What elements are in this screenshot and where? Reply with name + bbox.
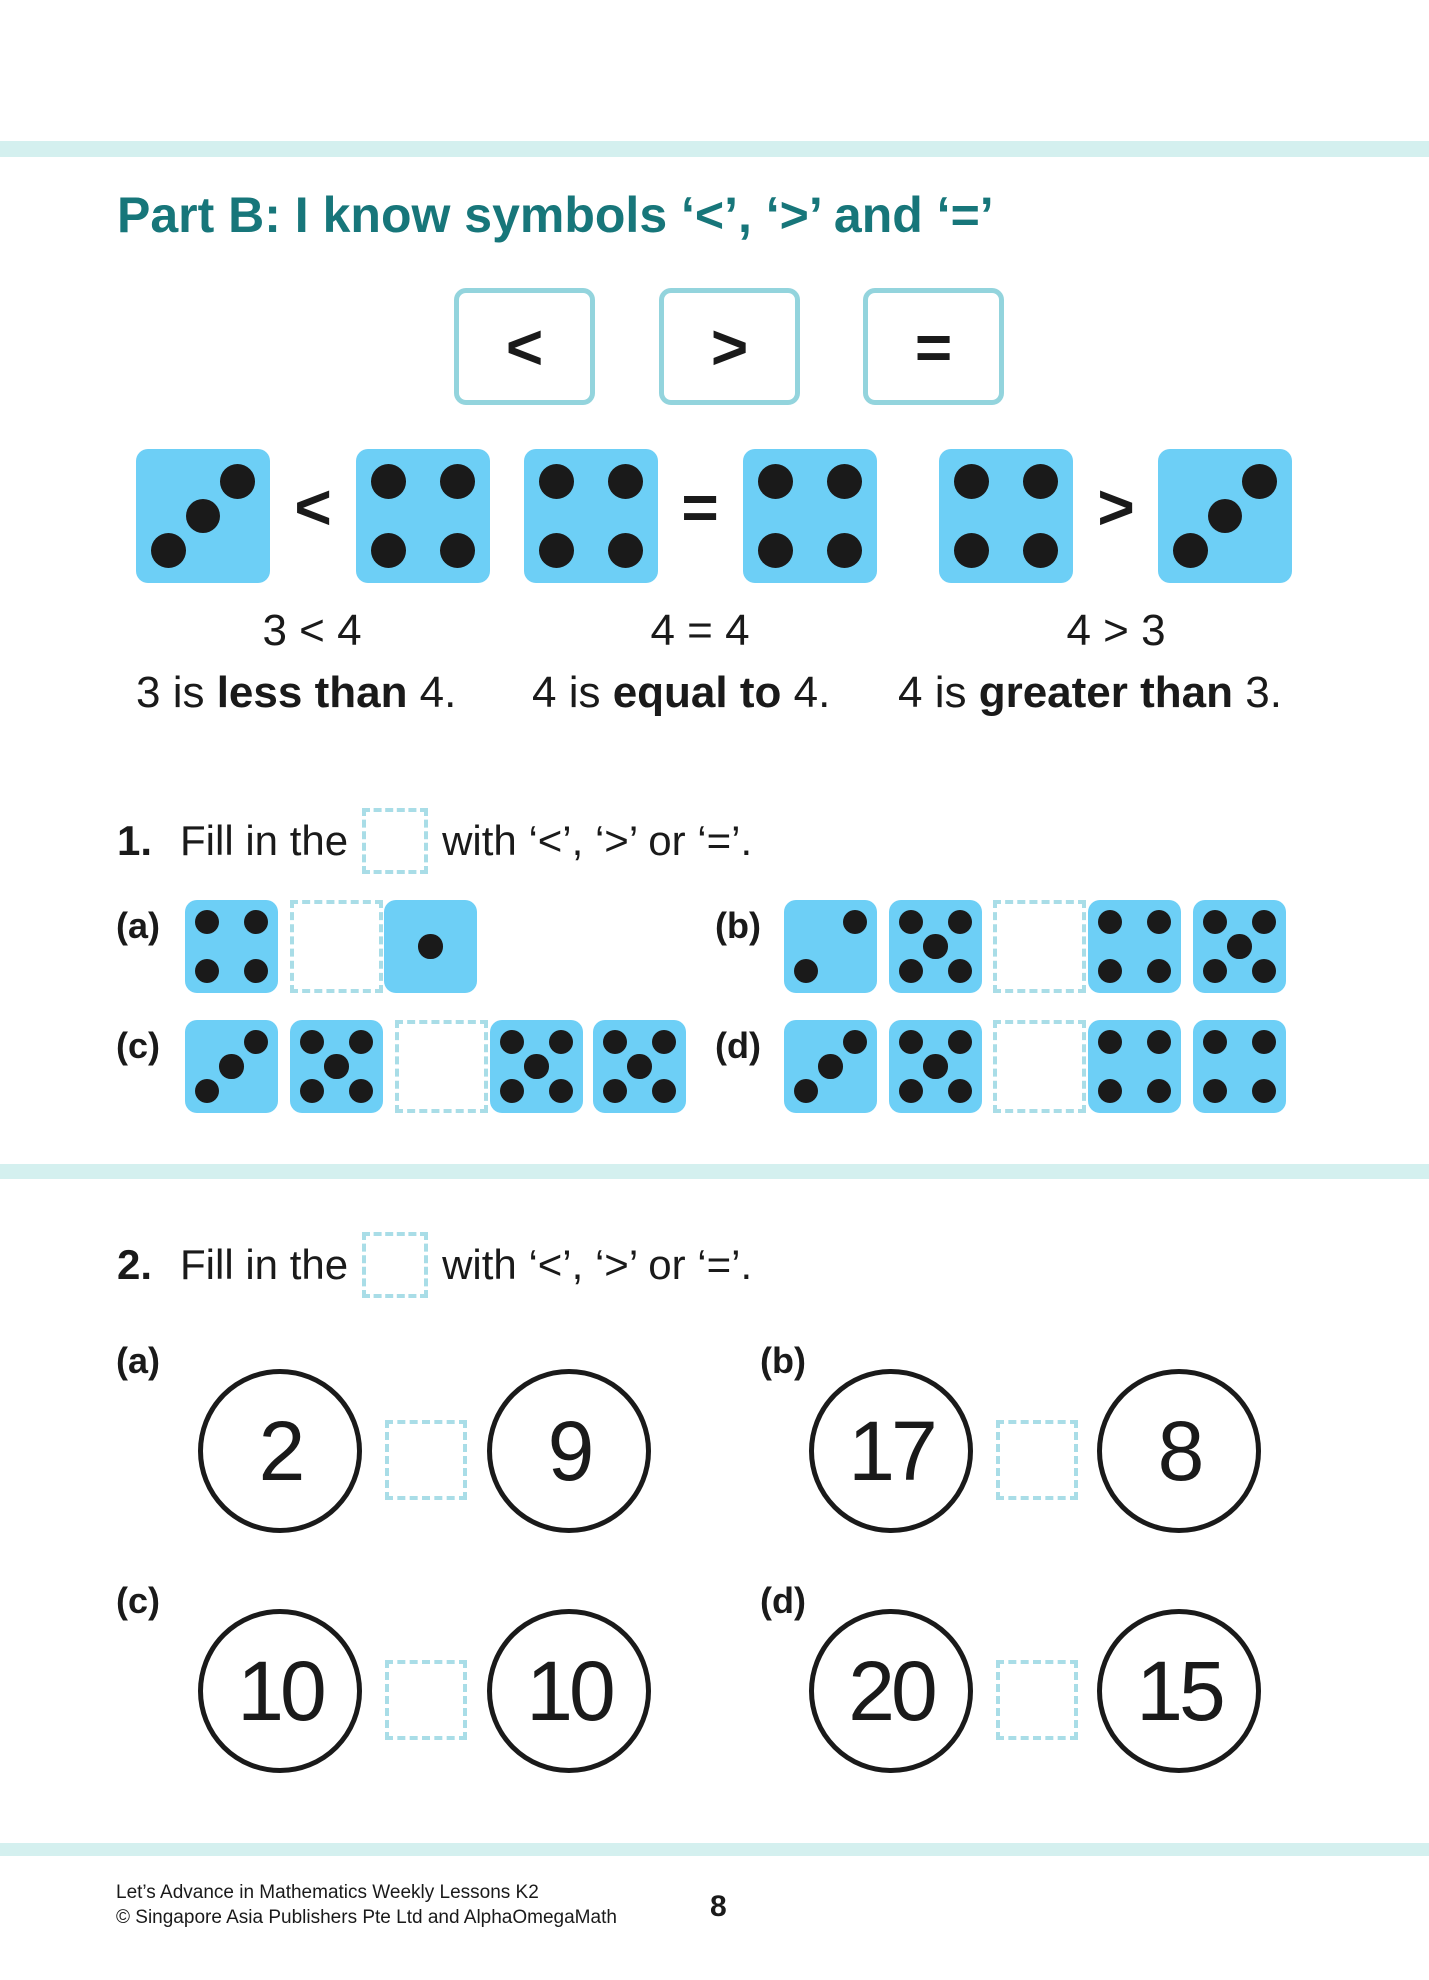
sentence-text: 4. [781, 668, 831, 717]
die-4 [1088, 1020, 1181, 1113]
die-pip [1242, 464, 1277, 499]
die-4 [939, 449, 1073, 583]
die-4 [185, 900, 278, 993]
sentence-text: 4. [407, 668, 457, 717]
die-pip [1252, 910, 1276, 934]
die-pip [219, 1054, 243, 1078]
die-4 [524, 449, 658, 583]
die-pip [1252, 959, 1276, 983]
die-pip [1252, 1079, 1276, 1103]
item-label: (c) [116, 1580, 160, 1621]
die-pip [954, 464, 989, 499]
answer-box[interactable] [395, 1020, 488, 1113]
die-pip [899, 959, 923, 983]
instruction-text: with ‘<’, ‘>’ or ‘=’. [442, 1241, 753, 1288]
instruction-text: Fill in the [180, 1241, 349, 1288]
die-pip [195, 959, 219, 983]
die-pip [603, 1079, 627, 1103]
die-pip [349, 1079, 373, 1103]
die-pip [1147, 1079, 1171, 1103]
die-pip [539, 464, 574, 499]
number-circle: 15 [1097, 1609, 1261, 1773]
answer-box[interactable] [996, 1660, 1078, 1740]
less-than-card: < [454, 288, 595, 405]
die-pip [1252, 1030, 1276, 1054]
sentence-text: 4 is [532, 668, 613, 717]
die-pip [758, 464, 793, 499]
die-pip [1098, 1030, 1122, 1054]
greater-than-card: > [659, 288, 800, 405]
question-number: 2. [117, 1241, 153, 1288]
number-circle: 20 [809, 1609, 973, 1773]
die-3 [185, 1020, 278, 1113]
die-pip [300, 1079, 324, 1103]
die-pip [1147, 910, 1171, 934]
die-pip [1147, 1030, 1171, 1054]
die-pip [1203, 910, 1227, 934]
die-pip [440, 533, 475, 568]
die-pip [244, 959, 268, 983]
die-pip [794, 959, 818, 983]
item-label: (d) [760, 1580, 806, 1621]
die-4 [1088, 900, 1181, 993]
page-number: 8 [710, 1890, 727, 1923]
die-pip [1173, 533, 1208, 568]
footer-copyright: © Singapore Asia Publishers Pte Ltd and AlphaOmegaMath [116, 1907, 617, 1928]
die-pip [652, 1079, 676, 1103]
sentence-bold: equal to [612, 668, 782, 717]
die-pip [923, 934, 947, 958]
sentence-text: 4 is [898, 668, 979, 717]
top-divider [0, 141, 1429, 157]
item-label: (b) [760, 1340, 806, 1381]
die-pip [843, 910, 867, 934]
die-3 [784, 1020, 877, 1113]
die-pip [1147, 959, 1171, 983]
comparison-symbol: > [1097, 471, 1135, 543]
die-2 [784, 900, 877, 993]
die-pip [794, 1079, 818, 1103]
die-pip [500, 1079, 524, 1103]
comparison-symbol: = [681, 471, 719, 543]
die-pip [524, 1054, 548, 1078]
footer-credits [116, 1880, 617, 1930]
die-pip [608, 464, 643, 499]
number-circle: 2 [198, 1369, 362, 1533]
item-label: (b) [715, 905, 761, 946]
die-pip [1227, 934, 1251, 958]
example-sentence [136, 668, 456, 718]
die-pip [948, 1079, 972, 1103]
sentence-text: 3 is [136, 668, 217, 717]
die-pip [827, 464, 862, 499]
instruction-text: Fill in the [180, 817, 349, 864]
answer-box[interactable] [385, 1660, 467, 1740]
number-circle: 17 [809, 1369, 973, 1533]
die-pip [652, 1030, 676, 1054]
die-pip [418, 934, 442, 958]
sentence-bold: less than [216, 668, 408, 717]
answer-box-sample [362, 1232, 428, 1298]
instruction-text: with ‘<’, ‘>’ or ‘=’. [442, 817, 753, 864]
sentence-bold: greater than [978, 668, 1233, 717]
question-1-instruction [117, 808, 752, 874]
die-pip [300, 1030, 324, 1054]
item-label: (d) [715, 1025, 761, 1066]
die-pip [899, 1030, 923, 1054]
answer-box[interactable] [290, 900, 383, 993]
comparison-symbol: < [294, 471, 332, 543]
die-1 [384, 900, 477, 993]
equation: 3 < 4 [262, 606, 362, 655]
die-pip [923, 1054, 947, 1078]
die-pip [220, 464, 255, 499]
answer-box-sample [362, 808, 428, 874]
die-pip [1098, 910, 1122, 934]
die-5 [490, 1020, 583, 1113]
footer-divider [0, 1843, 1429, 1856]
equals-card: = [863, 288, 1004, 405]
die-pip [195, 910, 219, 934]
die-pip [549, 1030, 573, 1054]
die-pip [539, 533, 574, 568]
die-pip [1098, 1079, 1122, 1103]
example-sentence [898, 668, 1282, 718]
die-pip [349, 1030, 373, 1054]
die-5 [1193, 900, 1286, 993]
die-pip [954, 533, 989, 568]
die-pip [371, 533, 406, 568]
die-4 [743, 449, 877, 583]
die-3 [1158, 449, 1292, 583]
die-pip [1203, 959, 1227, 983]
die-pip [1098, 959, 1122, 983]
number-circle: 8 [1097, 1369, 1261, 1533]
number-circle: 9 [487, 1369, 651, 1533]
die-pip [1023, 533, 1058, 568]
die-pip [1203, 1079, 1227, 1103]
die-pip [627, 1054, 651, 1078]
equation: 4 = 4 [650, 606, 750, 655]
die-pip [186, 499, 221, 534]
section-divider [0, 1164, 1429, 1179]
die-pip [948, 959, 972, 983]
die-5 [889, 1020, 982, 1113]
die-pip [843, 1030, 867, 1054]
question-number: 1. [117, 817, 153, 864]
die-5 [593, 1020, 686, 1113]
die-3 [136, 449, 270, 583]
die-pip [244, 910, 268, 934]
die-pip [244, 1030, 268, 1054]
answer-box[interactable] [996, 1420, 1078, 1500]
die-pip [500, 1030, 524, 1054]
question-2-instruction [117, 1232, 752, 1298]
die-pip [899, 1079, 923, 1103]
die-5 [889, 900, 982, 993]
die-pip [195, 1079, 219, 1103]
die-4 [1193, 1020, 1286, 1113]
die-pip [371, 464, 406, 499]
equation: 4 > 3 [1066, 606, 1166, 655]
die-pip [818, 1054, 842, 1078]
answer-box[interactable] [993, 1020, 1086, 1113]
die-pip [758, 533, 793, 568]
die-pip [440, 464, 475, 499]
die-pip [1208, 499, 1243, 534]
number-circle: 10 [198, 1609, 362, 1773]
sentence-text: 3. [1233, 668, 1282, 717]
die-pip [827, 533, 862, 568]
die-pip [899, 910, 923, 934]
die-pip [1023, 464, 1058, 499]
die-pip [549, 1079, 573, 1103]
item-label: (a) [116, 1340, 160, 1381]
page-title: Part B: I know symbols ‘<’, ‘>’ and ‘=’ [117, 187, 994, 243]
die-pip [151, 533, 186, 568]
item-label: (a) [116, 905, 160, 946]
die-pip [603, 1030, 627, 1054]
die-pip [1203, 1030, 1227, 1054]
die-4 [356, 449, 490, 583]
die-pip [608, 533, 643, 568]
item-label: (c) [116, 1025, 160, 1066]
die-pip [324, 1054, 348, 1078]
footer-book-title: Let’s Advance in Mathematics Weekly Lessons K2 [116, 1882, 539, 1903]
answer-box[interactable] [385, 1420, 467, 1500]
die-5 [290, 1020, 383, 1113]
example-sentence [532, 668, 830, 718]
answer-box[interactable] [993, 900, 1086, 993]
die-pip [948, 1030, 972, 1054]
number-circle: 10 [487, 1609, 651, 1773]
die-pip [948, 910, 972, 934]
